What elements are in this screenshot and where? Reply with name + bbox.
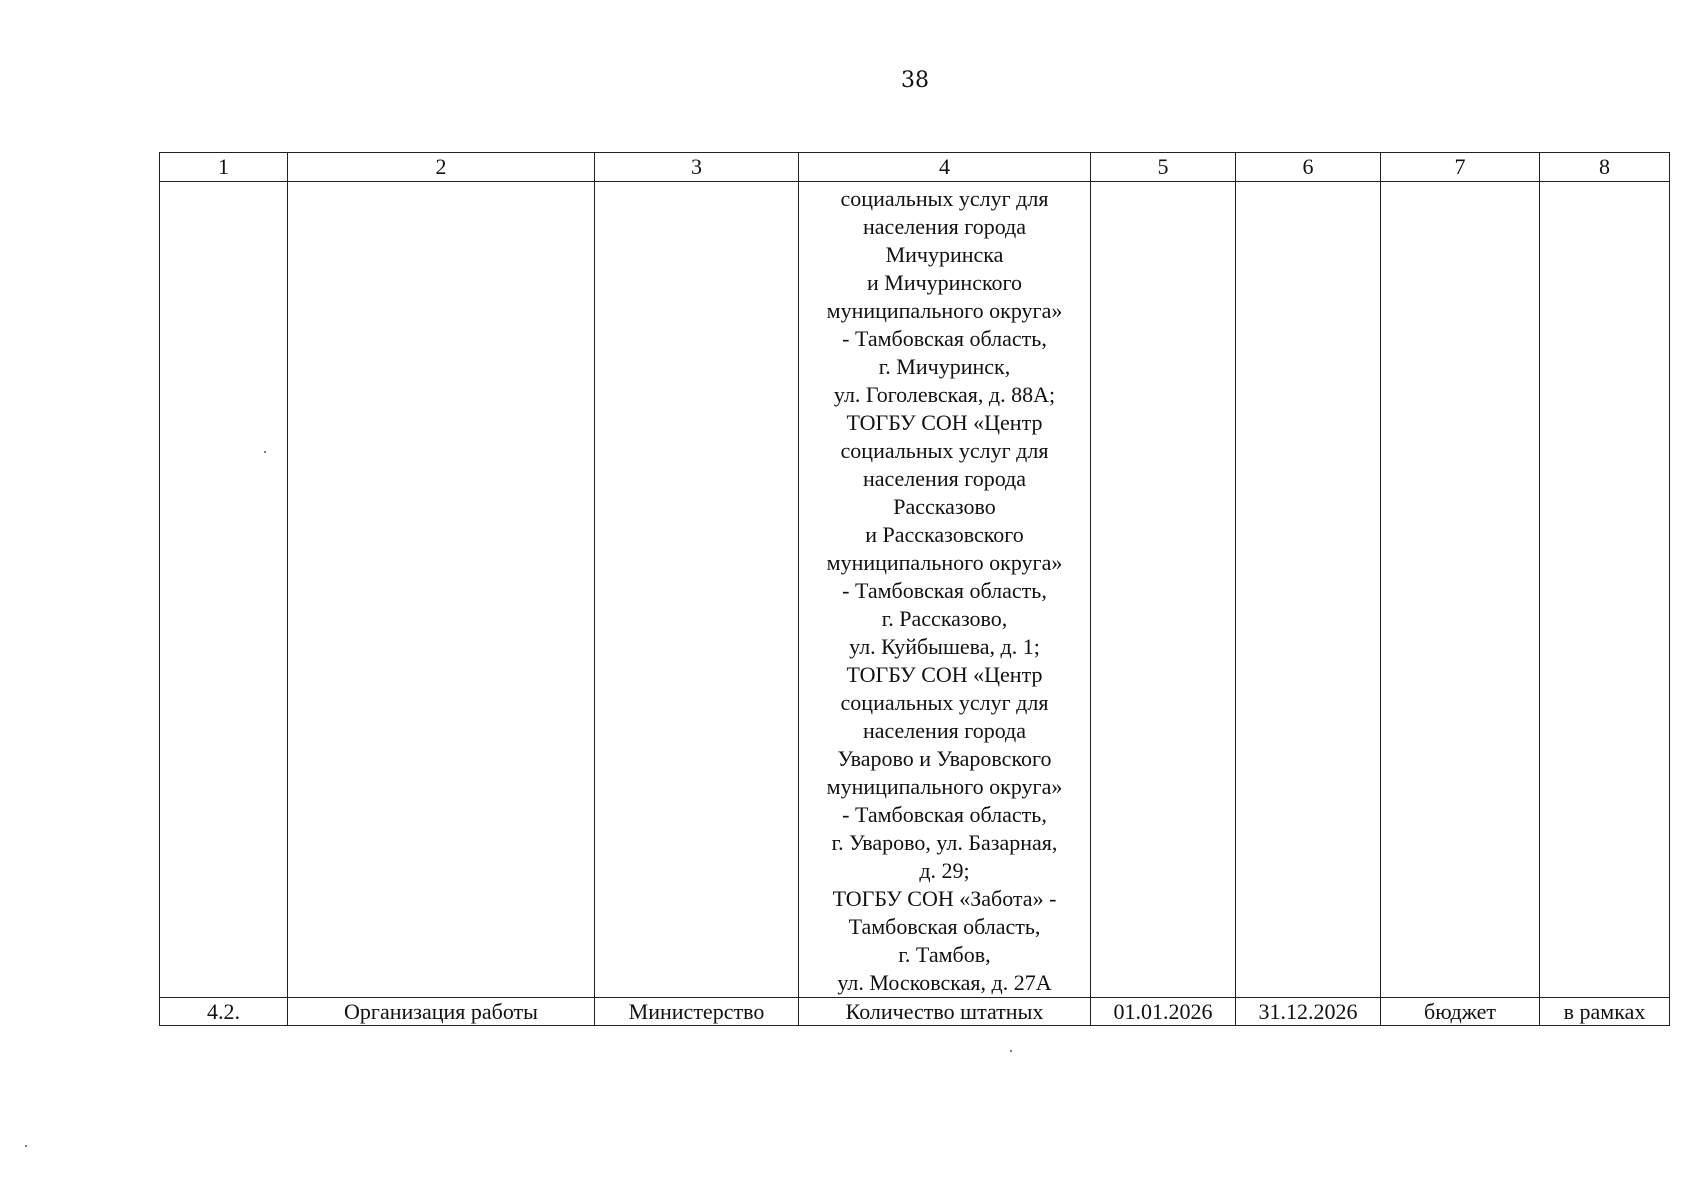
facility-line: ул. Куйбышева, д. 1;: [849, 634, 1040, 659]
facility-line: населения города: [862, 466, 1027, 491]
facility-line: и Рассказовского: [865, 522, 1024, 547]
facility-line: муниципального округа»: [826, 774, 1063, 799]
continuation-cell-7: [1381, 182, 1540, 998]
column-header-7: 7: [1381, 153, 1540, 182]
table-row-4-2: [160, 998, 1670, 1026]
continuation-cell-8: [1540, 182, 1670, 998]
facility-line: населения города: [862, 214, 1027, 239]
facility-line: муниципального округа»: [826, 550, 1063, 575]
continuation-cell-4: [799, 182, 1091, 998]
continuation-cell-1: [160, 182, 288, 998]
facility-line: ТОГБУ СОН «Забота» -: [832, 886, 1057, 911]
item-number: 4.2.: [160, 998, 288, 1026]
facility-line: г. Тамбов,: [898, 942, 991, 967]
column-number-row: [160, 153, 1670, 182]
column-header-6: 6: [1236, 153, 1381, 182]
facility-line: г. Рассказово,: [881, 606, 1008, 631]
item-funding-source: бюджет: [1381, 998, 1540, 1026]
facility-line: социальных услуг для: [840, 438, 1049, 463]
document-table: [159, 152, 1670, 1026]
column-header-1: 1: [160, 153, 288, 182]
facility-line: социальных услуг для: [840, 186, 1049, 211]
facility-line: Мичуринска: [885, 242, 1004, 267]
continuation-row: [160, 182, 1670, 998]
facility-line: ул. Московская, д. 27А: [837, 970, 1052, 995]
facility-address-list: [803, 185, 1086, 997]
facility-line: г. Уварово, ул. Базарная,: [831, 830, 1058, 855]
facility-line: населения города: [862, 718, 1027, 743]
column-header-2: 2: [288, 153, 595, 182]
column-header-5: 5: [1091, 153, 1236, 182]
continuation-cell-6: [1236, 182, 1381, 998]
item-indicator: Количество штатных: [799, 998, 1091, 1026]
continuation-cell-2: [288, 182, 595, 998]
facility-line: и Мичуринского: [866, 270, 1023, 295]
scan-speck: [25, 1145, 27, 1147]
facility-line: - Тамбовская область,: [842, 326, 1047, 351]
facility-line: ул. Гоголевская, д. 88А;: [833, 382, 1056, 407]
facility-line: Тамбовская область,: [848, 914, 1041, 939]
item-funding-volume: в рамках: [1540, 998, 1670, 1026]
item-end-date: 31.12.2026: [1236, 998, 1381, 1026]
continuation-cell-3: [595, 182, 799, 998]
facility-line: Уварово и Уваровского: [837, 746, 1052, 771]
item-name: Организация работы: [288, 998, 595, 1026]
facility-line: Рассказово: [893, 494, 996, 519]
facility-line: - Тамбовская область,: [842, 802, 1047, 827]
item-start-date: 01.01.2026: [1091, 998, 1236, 1026]
continuation-cell-5: [1091, 182, 1236, 998]
facility-line: д. 29;: [919, 858, 970, 883]
facility-line: г. Мичуринск,: [878, 354, 1011, 379]
facility-line: - Тамбовская область,: [842, 578, 1047, 603]
item-executor: Министерство: [595, 998, 799, 1026]
facility-line: социальных услуг для: [840, 690, 1049, 715]
facility-line: муниципального округа»: [826, 298, 1063, 323]
column-header-3: 3: [595, 153, 799, 182]
scan-speck: [1010, 1050, 1012, 1052]
page-number: 38: [901, 68, 929, 93]
scan-speck: [264, 451, 266, 453]
column-header-4: 4: [799, 153, 1091, 182]
facility-line: ТОГБУ СОН «Центр: [846, 410, 1043, 435]
column-header-8: 8: [1540, 153, 1670, 182]
facility-line: ТОГБУ СОН «Центр: [846, 662, 1043, 687]
